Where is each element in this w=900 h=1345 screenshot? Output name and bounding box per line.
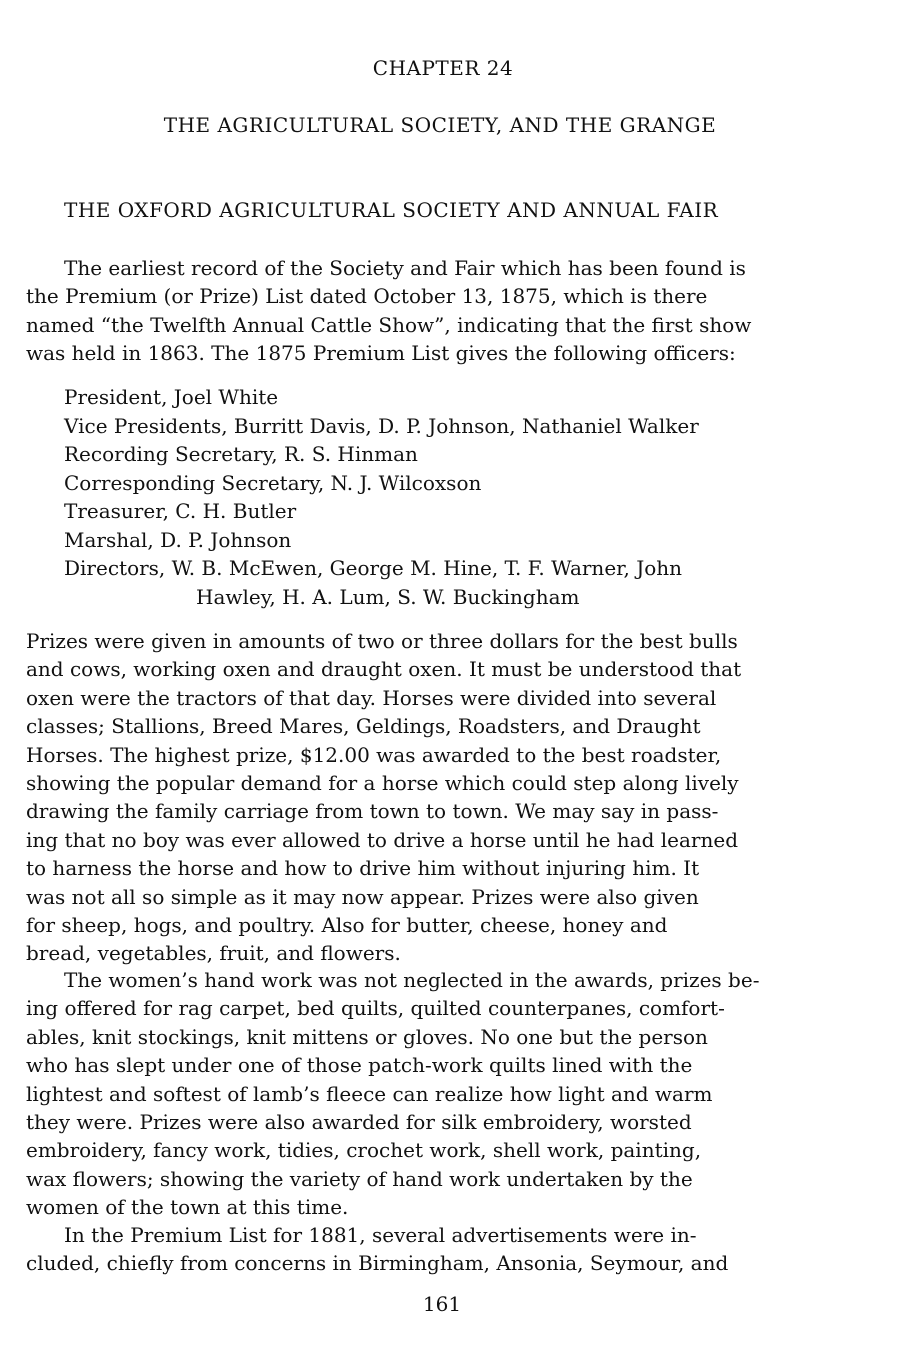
text-line: named “the Twelfth Annual Cattle Show”, indicating that the first show [26,312,752,337]
text-line: ing offered for rag carpet, bed quilts, quilted counterpanes, comfort- [26,996,725,1021]
text-line: to harness the horse and how to drive him without injuring him. It [26,856,700,881]
premium-list-paragraph [26,1221,878,1278]
section-title: THE OXFORD AGRICULTURAL SOCIETY AND ANNUAL FAIR [64,198,719,222]
officer-entry: President, Joel White [64,385,279,409]
text-line: cluded, chiefly from concerns in Birmingham, Ansonia, Seymour, and [26,1251,729,1276]
text-line: bread, vegetables, fruit, and flowers. [26,941,401,966]
prizes-paragraph [26,627,878,968]
text-line: was held in 1863. The 1875 Premium List gives the following officers: [26,341,736,366]
intro-paragraph [26,254,878,368]
text-line: they were. Prizes were also awarded for silk embroidery, worsted [26,1110,692,1135]
text-line: In the Premium List for 1881, several advertisements were in- [64,1223,697,1247]
officer-entry: Recording Secretary, R. S. Hinman [64,442,418,466]
text-line: showing the popular demand for a horse which could step along lively [26,771,739,796]
officers-list [64,383,699,611]
officer-entry: Treasurer, C. H. Butler [64,499,297,523]
page-number: 161 [422,1292,462,1316]
chapter-label: CHAPTER 24 [372,56,514,80]
text-line: ables, knit stockings, knit mittens or gloves. No one but the person [26,1024,708,1049]
text-line: was not all so simple as it may now appear. Prizes were also given [26,884,699,909]
chapter-title: THE AGRICULTURAL SOCIETY, AND THE GRANGE [163,113,717,137]
text-line: drawing the family carriage from town to town. We may say in pass- [26,799,719,824]
text-line: who has slept under one of those patch-work quilts lined with the [26,1053,693,1078]
text-line: The women’s hand work was not neglected in the awards, prizes be- [64,968,760,992]
text-line: The earliest record of the Society and Fair which has been found is [64,256,746,280]
text-line: Horses. The highest prize, $12.00 was awarded to the best roadster, [26,742,722,767]
text-line: lightest and softest of lamb’s fleece can realize how light and warm [26,1081,713,1106]
officer-entry: Marshal, D. P. Johnson [64,527,292,552]
text-line: wax flowers; showing the variety of hand work undertaken by the [26,1166,693,1191]
officer-entry: Directors, W. B. McEwen, George M. Hine, T. F. Warner, John [64,556,683,580]
text-line: oxen were the tractors of that day. Horses were divided into several [26,685,717,710]
text-line: Prizes were given in amounts of two or three dollars for the best bulls [26,629,738,653]
womens-work-paragraph [26,966,878,1222]
text-line: embroidery, fancy work, tidies, crochet work, shell work, painting, [26,1138,702,1163]
officer-entry: Corresponding Secretary, N. J. Wilcoxson [64,470,482,495]
officer-entry-continuation: Hawley, H. A. Lum, S. W. Buckingham [196,584,580,609]
text-line: the Premium (or Prize) List dated October 13, 1875, which is there [26,284,708,309]
text-line: for sheep, hogs, and poultry. Also for butter, cheese, honey and [26,913,668,938]
officer-entry: Vice Presidents, Burritt Davis, D. P. Johnson, Nathaniel Walker [64,413,699,438]
text-line: ing that no boy was ever allowed to drive a horse until he had learned [26,827,739,852]
text-line: and cows, working oxen and draught oxen. It must be understood that [26,657,742,682]
text-line: women of the town at this time. [26,1195,349,1220]
text-line: classes; Stallions, Breed Mares, Geldings, Roadsters, and Draught [26,714,701,739]
